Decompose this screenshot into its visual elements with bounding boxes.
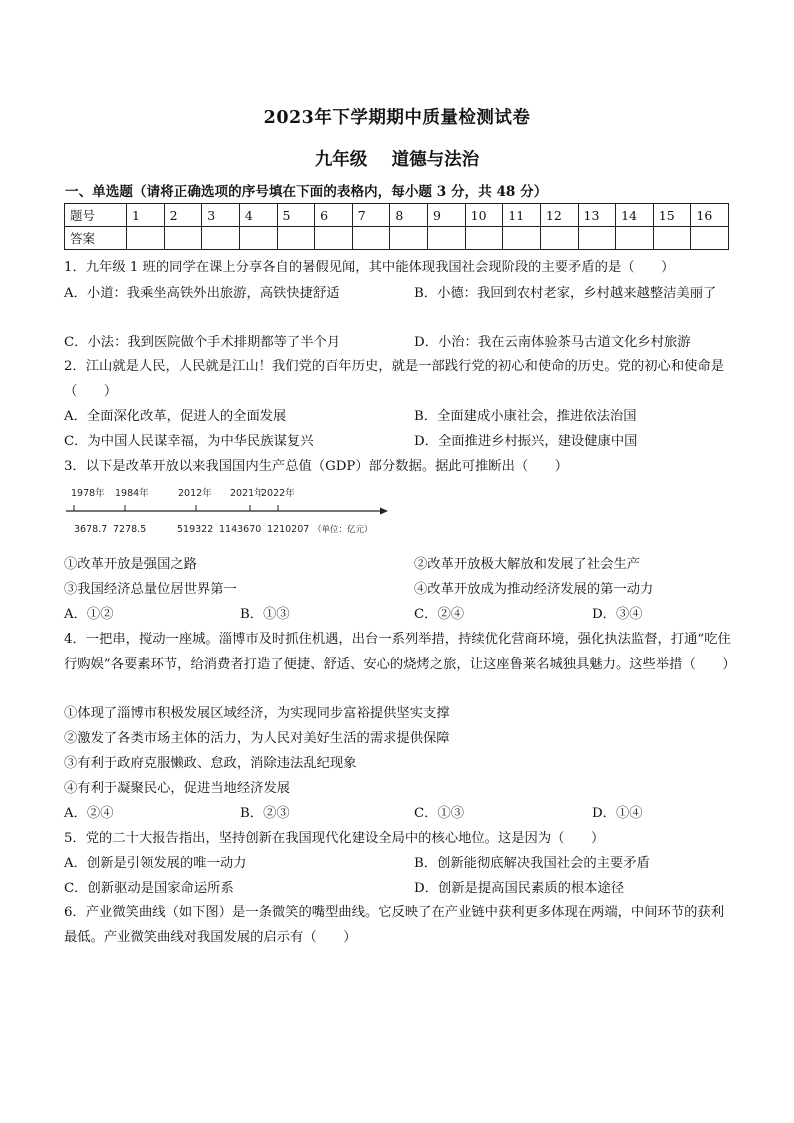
- answer-cell[interactable]: [202, 227, 240, 250]
- q4-option-c: C．①③: [414, 806, 465, 821]
- table-cell-number: 6: [315, 204, 353, 227]
- q5-option-d: D．创新是提高国民素质的根本途径: [414, 881, 625, 896]
- answer-cell[interactable]: [653, 227, 691, 250]
- answer-cell[interactable]: [127, 227, 165, 250]
- q3-statement-1: ①改革开放是强国之路: [64, 557, 197, 572]
- table-row-numbers: [65, 204, 729, 227]
- q1-option-c: C．小法：我到医院做个手术排期都等了半个月: [64, 335, 341, 350]
- q2-option-c: C．为中国人民谋幸福，为中华民族谋复兴: [64, 434, 314, 449]
- table-cell-number: 2: [164, 204, 202, 227]
- q3-option-a: A．①②: [64, 607, 114, 622]
- q4-statement-1: ①体现了淄博市积极发展区域经济，为实现同步富裕提供坚实支撑: [64, 706, 450, 721]
- question-3-stem: 3．以下是改革开放以来我国国内生产总值（GDP）部分数据。据此可推断出（ ）: [64, 459, 569, 474]
- answer-cell[interactable]: [239, 227, 277, 250]
- table-cell-number: 9: [428, 204, 466, 227]
- answer-cell[interactable]: [465, 227, 503, 250]
- q1-option-a: A．小道：我乘坐高铁外出旅游，高铁快捷舒适: [64, 286, 340, 301]
- q4-option-d: D．①④: [592, 806, 643, 821]
- q2-option-a: A．全面深化改革，促进人的全面发展: [64, 409, 287, 424]
- answer-cell[interactable]: [503, 227, 541, 250]
- table-cell-number: 3: [202, 204, 240, 227]
- question-5-stem: 5．党的二十大报告指出，坚持创新在我国现代化建设全局中的核心地位。这是因为（ ）: [64, 831, 605, 846]
- gdp-timeline: [62, 483, 392, 543]
- answer-cell[interactable]: [315, 227, 353, 250]
- table-row-answers: [65, 227, 729, 250]
- timeline-value: 3678.7: [74, 524, 108, 535]
- timeline-year: 2012年: [178, 488, 212, 499]
- timeline-year: 1978年: [71, 488, 105, 499]
- table-cell-number: 12: [540, 204, 578, 227]
- row-label-answer: 答案: [65, 227, 127, 250]
- table-cell-number: 7: [352, 204, 390, 227]
- answer-table: [64, 203, 729, 250]
- table-cell-number: 8: [390, 204, 428, 227]
- timeline-arrow: [380, 508, 388, 515]
- q4-statement-3: ③有利于政府克服懒政、怠政，消除违法乱纪现象: [64, 756, 357, 771]
- table-cell-number: 13: [578, 204, 616, 227]
- q2-option-d: D．全面推进乡村振兴，建设健康中国: [414, 434, 638, 449]
- q3-statement-3: ③我国经济总量位居世界第一: [64, 582, 237, 597]
- answer-cell[interactable]: [616, 227, 654, 250]
- q5-option-a: A．创新是引领发展的唯一动力: [64, 856, 247, 871]
- q3-option-d: D．③④: [592, 607, 643, 622]
- section-heading: 一、单选题（请将正确选项的序号填在下面的表格内，每小题 3 分，共 48 分）: [65, 184, 548, 200]
- table-cell-number: 10: [465, 204, 503, 227]
- q4-statement-2: ②激发了各类市场主体的活力，为人民对美好生活的需求提供保障: [64, 731, 450, 746]
- timeline-year: 2022年: [261, 488, 295, 499]
- answer-cell[interactable]: [277, 227, 315, 250]
- q2-option-b: B．全面建成小康社会，推进依法治国: [414, 409, 637, 424]
- row-label-number: 题号: [65, 204, 127, 227]
- table-cell-number: 1: [127, 204, 165, 227]
- q1-option-b: B．小德：我回到农村老家，乡村越来越整洁美丽了: [414, 286, 717, 301]
- answer-cell[interactable]: [540, 227, 578, 250]
- table-cell-number: 16: [691, 204, 729, 227]
- answer-cell[interactable]: [390, 227, 428, 250]
- q3-statement-2: ②改革开放极大解放和发展了社会生产: [414, 557, 641, 572]
- table-cell-number: 15: [653, 204, 691, 227]
- question-1-stem: 1．九年级 1 班的同学在课上分享各自的暑假见闻，其中能体现我国社会现阶段的主要矛盾的是（ ）: [64, 260, 675, 275]
- answer-cell[interactable]: [352, 227, 390, 250]
- answer-cell[interactable]: [428, 227, 466, 250]
- timeline-unit: （单位：亿元）: [313, 525, 373, 535]
- q1-option-d: D．小治：我在云南体验茶马古道文化乡村旅游: [414, 335, 691, 350]
- answer-cell[interactable]: [691, 227, 729, 250]
- exam-title: 2023年下学期期中质量检测试卷: [263, 108, 531, 128]
- q5-option-c: C．创新驱动是国家命运所系: [64, 881, 234, 896]
- timeline-value: 519322: [177, 524, 214, 535]
- table-cell-number: 5: [277, 204, 315, 227]
- question-2-stem: 2．江山就是人民，人民就是江山！我们党的百年历史，就是一部践行党的初心和使命的历史。党的初心和使命是（ ）: [64, 359, 725, 399]
- question-6-stem: 6．产业微笑曲线（如下图）是一条微笑的嘴型曲线。它反映了在产业链中获利更多体现在两端，中间环节的获利最低。产业微笑曲线对我国发展的启示有（ ）: [64, 905, 725, 945]
- answer-cell[interactable]: [578, 227, 616, 250]
- q4-option-a: A．②④: [64, 806, 114, 821]
- timeline-year: 2021年: [230, 488, 264, 499]
- q4-statement-4: ④有利于凝聚民心，促进当地经济发展: [64, 781, 291, 796]
- timeline-value: 7278.5: [113, 524, 147, 535]
- q3-option-c: C．②④: [414, 607, 465, 622]
- question-4-stem: 4．一把串，搅动一座城。淄博市及时抓住机遇，出台一系列举措，持续优化营商环境，强化执法监督，打通“吃住行购娱”各要素环节，给消费者打造了便捷、舒适、安心的烧烤之旅，让这座鲁莱名城独具魅力。这些举措（ ）: [64, 632, 736, 672]
- q3-statement-4: ④改革开放成为推动经济发展的第一动力: [414, 582, 654, 597]
- table-cell-number: 4: [239, 204, 277, 227]
- q5-option-b: B．创新能彻底解决我国社会的主要矛盾: [414, 856, 650, 871]
- table-cell-number: 11: [503, 204, 541, 227]
- exam-subtitle: 九年级 道德与法治: [314, 150, 480, 170]
- timeline-value: 1210207: [267, 524, 310, 535]
- q3-option-b: B．①③: [240, 607, 290, 622]
- timeline-value: 1143670: [219, 524, 262, 535]
- q4-option-b: B．②③: [240, 806, 290, 821]
- timeline-year: 1984年: [115, 488, 149, 499]
- table-cell-number: 14: [616, 204, 654, 227]
- answer-cell[interactable]: [164, 227, 202, 250]
